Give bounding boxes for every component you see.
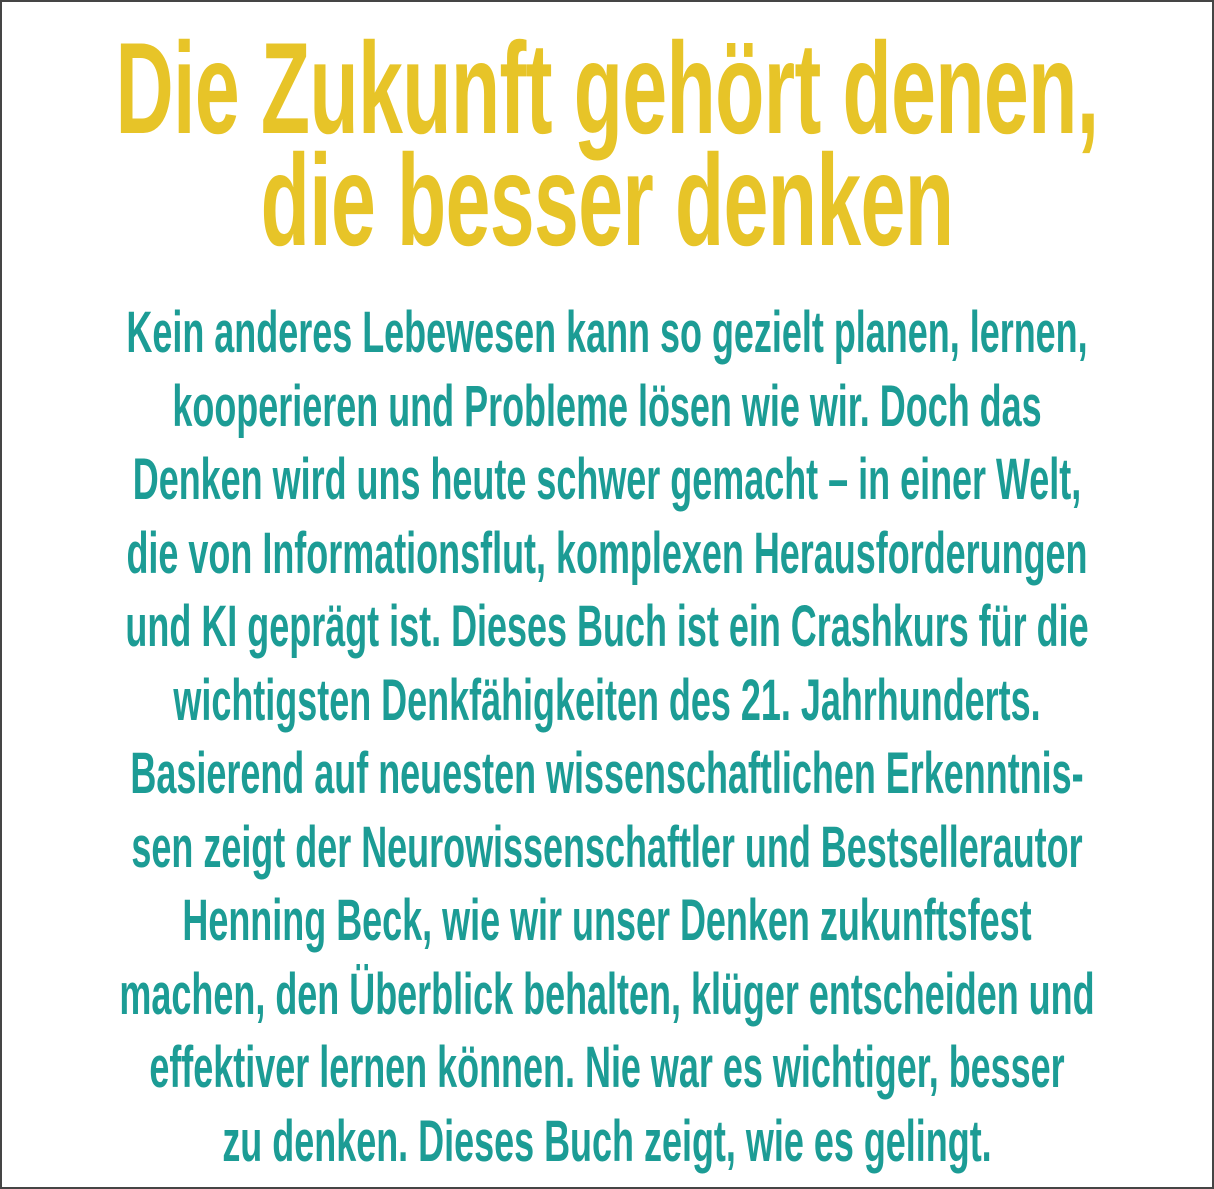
description-wrap <box>0 296 1214 1178</box>
headline-line-1: Die Zukunft gehört denen, <box>115 15 1099 161</box>
description-line-2: kooperieren und Probleme lösen wie wir. Doch das <box>172 373 1042 439</box>
description-line-8: sen zeigt der Neurowissenschaftler und Bestsellerautor <box>131 814 1083 880</box>
headline <box>0 15 1214 273</box>
description-line-12: zu denken. Dieses Buch zeigt, wie es gelingt. <box>222 1108 992 1174</box>
description-line-4: die von Informationsflut, komplexen Herausforderungen <box>126 520 1088 586</box>
description-line-5: und KI geprägt ist. Dieses Buch ist ein Crashkurs für die <box>125 594 1089 659</box>
description-line-10: machen, den Überblick behalten, klüger entscheiden und <box>119 961 1095 1027</box>
description-line-1: Kein anderes Lebewesen kann so gezielt planen, lernen, <box>126 300 1088 365</box>
description-line-9: Henning Beck, wie wir unser Denken zukunftsfest <box>182 888 1032 953</box>
description-text <box>0 296 1214 1178</box>
headline-wrap <box>0 15 1214 273</box>
description-line-11: effektiver lernen können. Nie war es wichtiger, besser <box>149 1035 1065 1100</box>
description-line-3: Denken wird uns heute schwer gemacht – in einer Welt, <box>132 447 1082 512</box>
headline-line-2: die besser denken <box>260 127 954 273</box>
description-line-7: Basierend auf neuesten wissenschaftlichen Erkenntnis- <box>130 741 1084 806</box>
description-line-6: wichtigsten Denkfähigkeiten des 21. Jahrhunderts. <box>173 667 1041 733</box>
